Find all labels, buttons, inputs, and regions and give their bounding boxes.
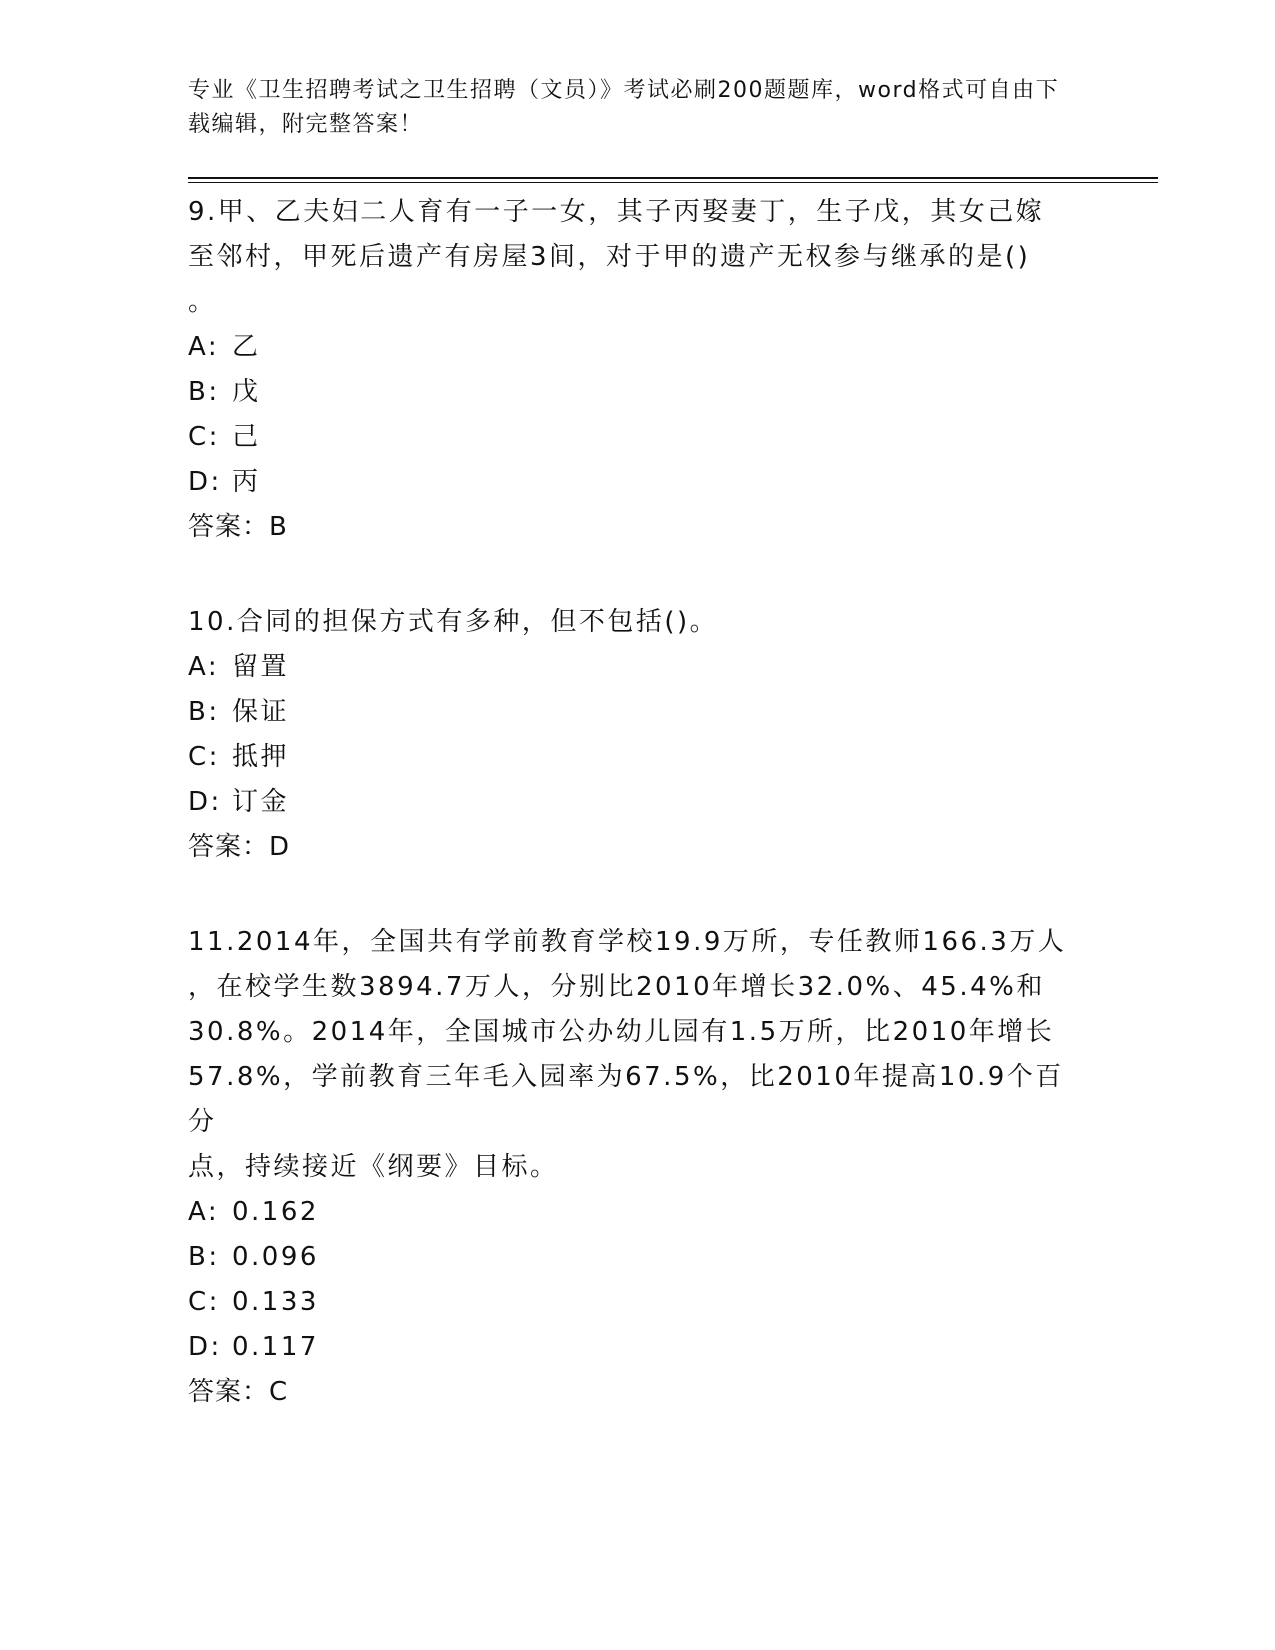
option-text: 0.162 [232, 1197, 319, 1227]
option-letter: D: [188, 467, 222, 497]
document-header [188, 74, 1068, 142]
option-c [188, 1280, 1068, 1325]
answer-line: 答案：D [188, 832, 291, 862]
option-letter: B: [188, 697, 220, 727]
option-letter: A: [188, 652, 220, 682]
option-a [188, 1190, 1068, 1235]
option-text: 0.133 [232, 1287, 319, 1317]
option-text: 抵押 [232, 742, 290, 772]
option-letter: C: [188, 1287, 220, 1317]
option-d [188, 1325, 1068, 1370]
stem-line: 9.甲、乙夫妇二人育有一子一女，其子丙娶妻丁，生子戊，其女己嫁 [188, 197, 1045, 227]
answer-line: 答案：C [188, 1377, 289, 1407]
option-text: 留置 [232, 652, 290, 682]
stem-line: 至邻村，甲死后遗产有房屋3间，对于甲的遗产无权参与继承的是() [188, 242, 1031, 272]
header-divider-thick [188, 177, 1158, 179]
stem-line: 。 [188, 287, 217, 317]
answer-line: 答案：B [188, 512, 288, 542]
stem-line: 30.8%。2014年，全国城市公办幼儿园有1.5万所，比2010年增长 [188, 1017, 1055, 1047]
option-letter: B: [188, 1242, 220, 1272]
stem-line: 11.2014年，全国共有学前教育学校19.9万所，专任教师166.3万人 [188, 927, 1067, 957]
option-c [188, 415, 1068, 460]
option-text: 乙 [232, 332, 261, 362]
option-letter: D: [188, 1332, 222, 1362]
option-text: 己 [232, 422, 261, 452]
option-letter: B: [188, 377, 220, 407]
option-c [188, 735, 1068, 780]
question-stem [188, 190, 1068, 325]
stem-line: 57.8%，学前教育三年毛入园率为67.5%，比2010年提高10.9个百分 [188, 1062, 1064, 1137]
option-b [188, 370, 1068, 415]
option-b [188, 1235, 1068, 1280]
question-stem [188, 920, 1068, 1190]
question-11 [188, 920, 1068, 1415]
option-d [188, 780, 1068, 825]
option-text: 0.117 [232, 1332, 319, 1362]
option-d [188, 460, 1068, 505]
stem-line: ，在校学生数3894.7万人，分别比2010年增长32.0%、45.4%和 [188, 972, 1045, 1002]
stem-line: 10.合同的担保方式有多种，但不包括()。 [188, 607, 719, 637]
option-b [188, 690, 1068, 735]
option-a [188, 325, 1068, 370]
question-10 [188, 600, 1068, 870]
option-text: 戊 [232, 377, 261, 407]
option-text: 丙 [232, 467, 261, 497]
header-intro-text: 专业《卫生招聘考试之卫生招聘（文员）》考试必刷200题题库，word格式可自由下载编辑，附完整答案！ [188, 78, 1060, 137]
option-letter: D: [188, 787, 222, 817]
question-9 [188, 190, 1068, 550]
option-letter: A: [188, 332, 220, 362]
stem-line: 点，持续接近《纲要》目标。 [188, 1152, 559, 1182]
option-text: 0.096 [232, 1242, 319, 1272]
option-text: 订金 [232, 787, 290, 817]
option-letter: C: [188, 422, 220, 452]
question-stem [188, 600, 1068, 645]
option-text: 保证 [232, 697, 290, 727]
option-letter: C: [188, 742, 220, 772]
option-a [188, 645, 1068, 690]
header-divider-thin [188, 182, 1158, 183]
option-letter: A: [188, 1197, 220, 1227]
